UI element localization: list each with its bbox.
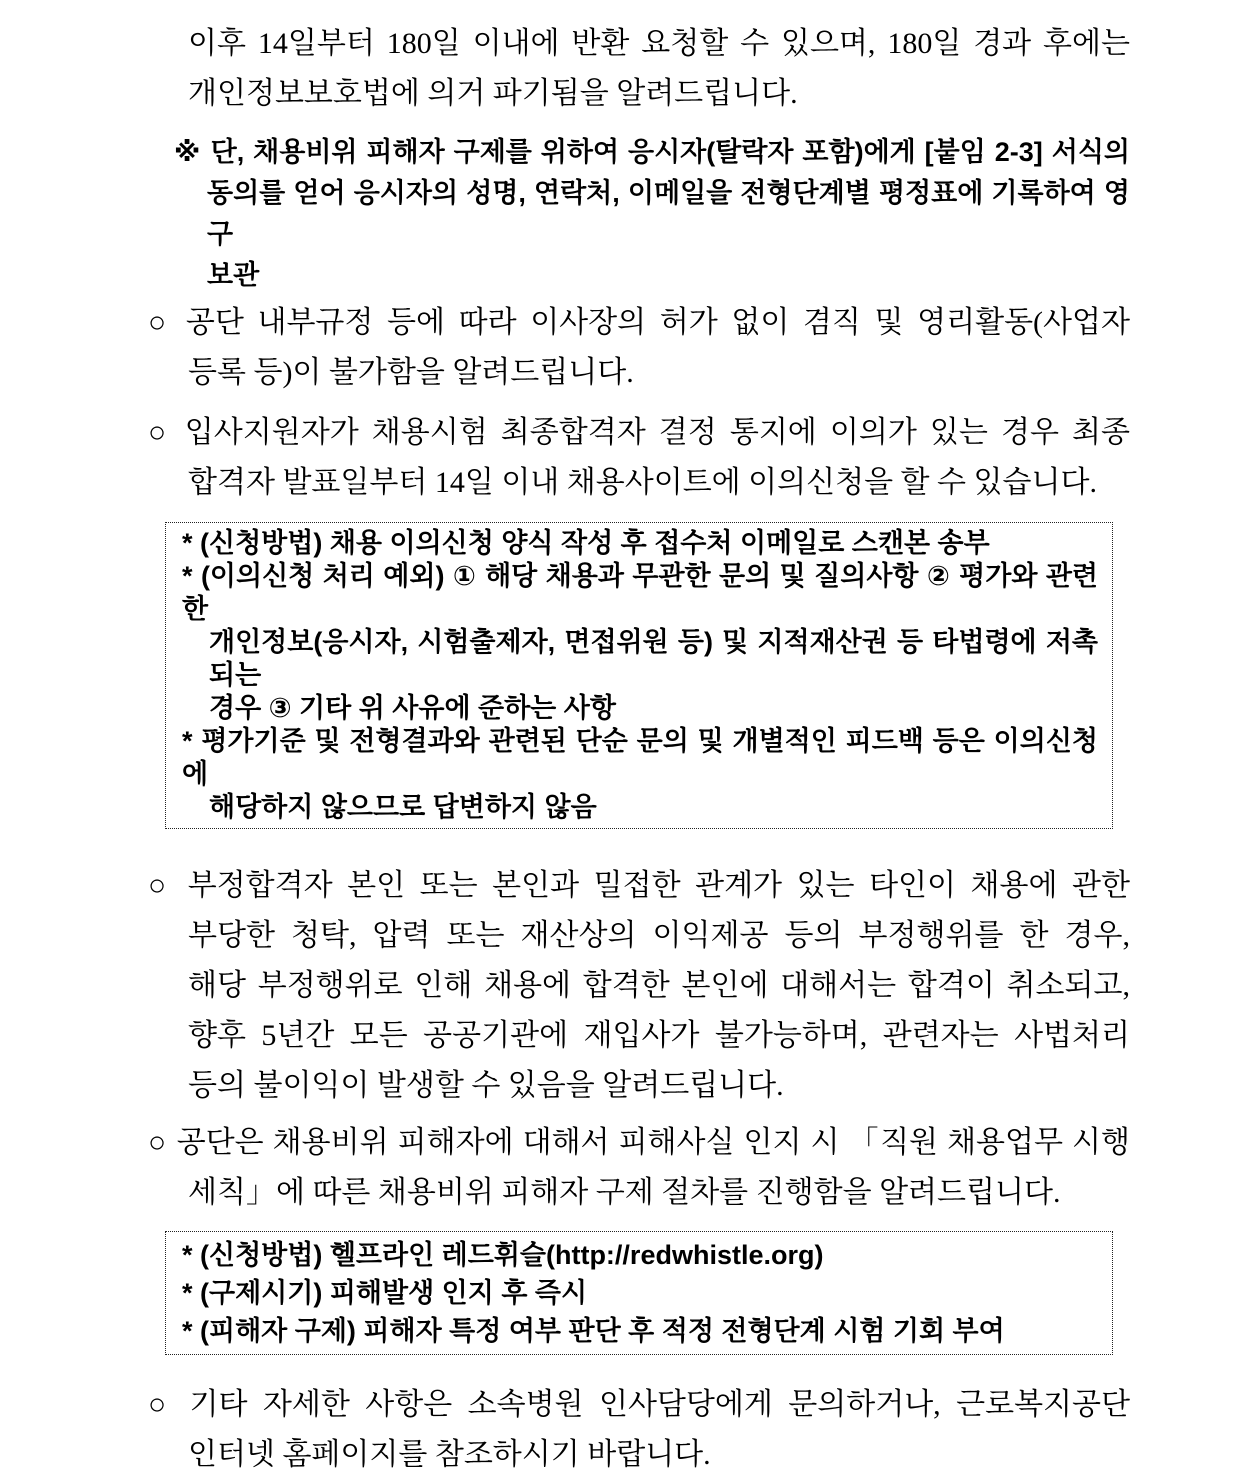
text-line: 부당한 청탁, 압력 또는 재산상의 이익제공 등의 부정행위를 한 경우, bbox=[188, 919, 1130, 952]
text-line: ○ 공단 내부규정 등에 따라 이사장의 허가 없이 겸직 및 영리활동(사업자 bbox=[148, 306, 1130, 339]
text-line: ○ 기타 자세한 사항은 소속병원 인사담당에게 문의하거나, 근로복지공단 bbox=[148, 1388, 1130, 1421]
text-line: * 평가기준 및 전형결과와 관련된 단순 문의 및 개별적인 피드백 등은 이의신청에 bbox=[182, 726, 1098, 789]
text-line: * (이의신청 처리 예외) ① 해당 채용과 무관한 문의 및 질의사항 ② 평가와 관련한 bbox=[182, 561, 1098, 624]
remedy-info-box bbox=[165, 1231, 1113, 1355]
text-line: * (신청방법) 헬프라인 레드휘슬(http://redwhistle.org) bbox=[182, 1240, 824, 1270]
text-line: * (피해자 구제) 피해자 특정 여부 판단 후 적정 전형단계 시험 기회 부여 bbox=[182, 1316, 1005, 1346]
text-line: 향후 5년간 모든 공공기관에 재입사가 불가능하며, 관련자는 사법처리 bbox=[188, 1019, 1130, 1052]
bullet-appeal bbox=[148, 408, 1130, 508]
text-line: 해당하지 않으므로 답변하지 않음 bbox=[209, 792, 597, 822]
text-line: 해당 부정행위로 인해 채용에 합격한 본인에 대해서는 합격이 취소되고, bbox=[188, 969, 1130, 1002]
text-line: ○ 입사지원자가 채용시험 최종합격자 결정 통지에 이의가 있는 경우 최종 bbox=[148, 416, 1130, 449]
intro-paragraph bbox=[148, 19, 1130, 119]
text-line: 이후 14일부터 180일 이내에 반환 요청할 수 있으며, 180일 경과 후에는 bbox=[188, 27, 1130, 60]
bullet-victim-remedy bbox=[148, 1118, 1130, 1218]
bullet-contact bbox=[148, 1380, 1130, 1480]
text-line: 인터넷 홈페이지를 참조하시기 바랍니다. bbox=[188, 1438, 711, 1471]
text-line: 경우 ③ 기타 위 사유에 준하는 사항 bbox=[209, 693, 616, 723]
text-line: 개인정보(응시자, 시험출제자, 면접위원 등) 및 지적재산권 등 타법령에 저촉되는 bbox=[209, 627, 1098, 690]
text-line: 합격자 발표일부터 14일 이내 채용사이트에 이의신청을 할 수 있습니다. bbox=[188, 466, 1097, 499]
text-line: 동의를 얻어 응시자의 성명, 연락처, 이메일을 전형단계별 평정표에 기록하여 영구 bbox=[207, 178, 1130, 249]
text-line: 개인정보보호법에 의거 파기됨을 알려드립니다. bbox=[188, 77, 798, 110]
retention-note bbox=[148, 132, 1130, 296]
text-line: * (구제시기) 피해발생 인지 후 즉시 bbox=[182, 1278, 588, 1308]
text-line: 세칙」에 따른 채용비위 피해자 구제 절차를 진행함을 알려드립니다. bbox=[188, 1176, 1061, 1209]
bullet-concurrent-employment bbox=[148, 298, 1130, 398]
text-line: ○ 공단은 채용비위 피해자에 대해서 피해사실 인지 시 「직원 채용업무 시행 bbox=[148, 1126, 1130, 1159]
appeal-info-box bbox=[165, 522, 1113, 829]
text-line: ○ 부정합격자 본인 또는 본인과 밀접한 관계가 있는 타인이 채용에 관한 bbox=[148, 869, 1130, 902]
text-line: * (신청방법) 채용 이의신청 양식 작성 후 접수처 이메일로 스캔본 송부 bbox=[182, 528, 990, 558]
bullet-fraud-penalty bbox=[148, 861, 1130, 1111]
text-line: 등록 등)이 불가함을 알려드립니다. bbox=[188, 356, 634, 389]
text-line: 등의 불이익이 발생할 수 있음을 알려드립니다. bbox=[188, 1069, 784, 1102]
text-line: 보관 bbox=[207, 260, 260, 290]
text-line: ※ 단, 채용비위 피해자 구제를 위하여 응시자(탈락자 포함)에게 [붙임 2-3] 서식의 bbox=[174, 137, 1130, 167]
